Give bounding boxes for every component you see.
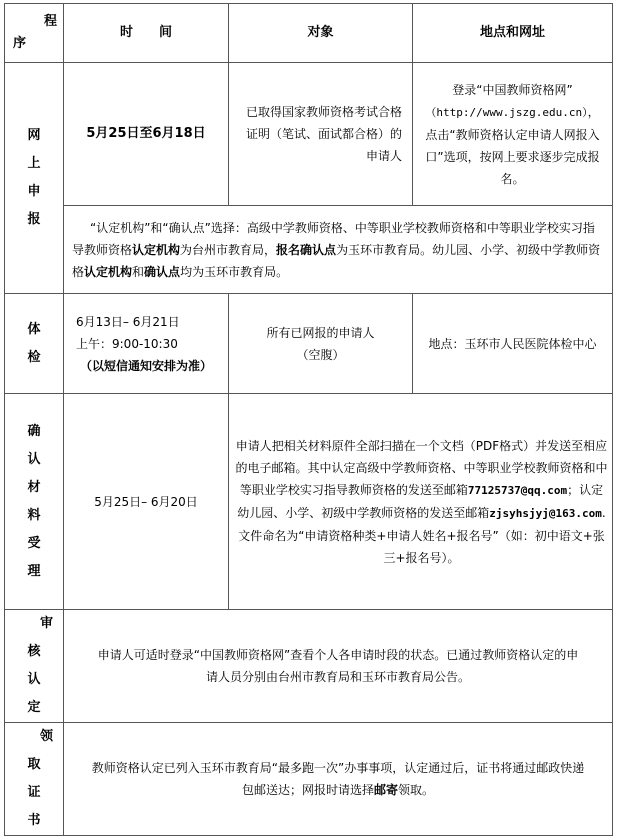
header-row (5, 4, 613, 63)
step-confirm (5, 394, 64, 610)
note-highlight: 认定机构 (84, 264, 133, 279)
header-target: 对象 (229, 4, 413, 63)
note-text: 为玉环市教育局。幼儿园、小学、初级中学教师资格 (72, 242, 601, 279)
online-place (413, 63, 613, 206)
step-char: 体 (27, 321, 41, 337)
header-step-line2: 序 (13, 36, 27, 51)
step-char: 认 (27, 451, 41, 467)
step-char: 证 (27, 785, 41, 800)
collect-text-1: 教师资格认定已列入玉环市教育局“最多跑一次”办事事项，认定通过后，证书将通过邮政快递包邮送达；网报时请选择 (91, 761, 585, 797)
online-target: 已取得国家教师资格考试合格证明（笔试、面试都合格）的申请人 (229, 63, 413, 206)
confirm-row (5, 394, 613, 610)
step-char: 报 (27, 212, 41, 227)
collect-text (64, 723, 613, 836)
review-row (5, 610, 613, 723)
step-char: 认 (27, 672, 41, 687)
exam-time (64, 294, 229, 394)
note-text: “认定机构”和“确认点”选择：高级中学教师资格、中等职业学校教师资格和中等职业学校实习指导教师资格 (72, 220, 595, 257)
step-char: 检 (27, 349, 41, 365)
online-row (5, 63, 613, 206)
step-exam (5, 294, 64, 394)
step-char: 料 (27, 507, 41, 523)
collect-text-2: 领取。 (398, 783, 435, 797)
confirm-text-3: .文件命名为“申请资格种类+申请人姓名+报名号”（如：初中语文+张三+报名号）。 (238, 505, 606, 565)
step-char: 上 (27, 156, 41, 171)
step-review (5, 610, 64, 723)
note-text: 和 (132, 264, 145, 279)
online-place-text-1: 登录“中国教师资格网” (452, 82, 573, 97)
exam-time-line1: 6月13日– 6月21日 (76, 314, 180, 329)
collect-highlight: 邮寄 (373, 783, 398, 797)
process-table-wrapper (4, 3, 612, 836)
exam-time-line2: 上午：9:00-10:30 (76, 336, 178, 351)
process-table (4, 3, 613, 836)
step-char: 取 (27, 757, 41, 772)
header-place: 地点和网址 (413, 4, 613, 63)
step-char: 定 (27, 700, 41, 715)
confirm-email-1[interactable]: 77125737@qq.com (467, 483, 568, 497)
step-char: 受 (27, 535, 41, 551)
step-char: 理 (27, 563, 41, 579)
step-char: 领 (39, 729, 53, 744)
note-highlight: 认定机构 (132, 242, 181, 257)
step-online (5, 63, 64, 294)
step-char: 核 (27, 644, 41, 659)
note-highlight: 报名确认点 (276, 242, 337, 257)
online-note (64, 206, 613, 294)
online-time: 5月25日至6月18日 (64, 63, 229, 206)
header-time: 时 间 (64, 4, 229, 63)
note-text: 均为玉环市教育局。 (180, 264, 289, 279)
note-text: 为台州市教育局， (180, 242, 277, 257)
step-char: 书 (27, 813, 41, 828)
header-step (5, 4, 64, 63)
exam-time-line3: （以短信通知安排为准） (79, 358, 212, 373)
step-char: 材 (27, 479, 41, 495)
confirm-text (229, 394, 613, 610)
confirm-time: 5月25日– 6月20日 (64, 394, 229, 610)
confirm-text-2: ；认定幼儿园、小学、初级中学教师资格的发送至邮箱 (237, 482, 604, 520)
online-place-text-2: ，点击“教师资格认定申请人网报入口”选项，按网上要求逐步完成报名。 (425, 104, 600, 186)
exam-row (5, 294, 613, 394)
online-note-row (5, 206, 613, 294)
review-text: 申请人可适时登录“中国教师资格网”查看个人各申请时段的状态。已通过教师资格认定的申请人员分别由台州市教育局和玉环市教育局公告。 (64, 610, 613, 723)
online-place-url[interactable]: （http://www.jszg.edu.cn） (425, 105, 588, 119)
step-char: 网 (27, 128, 41, 143)
confirm-text-1: 申请人把相关材料原件全部扫描在一个文档（PDF格式）并发送至相应的电子邮箱。其中认定高级中学教师资格、中等职业学校教师资格和中等职业学校实习指导教师资格的发送至邮箱 (235, 438, 608, 497)
step-char: 确 (27, 423, 41, 439)
note-highlight: 确认点 (144, 264, 181, 279)
exam-target: 所有已网报的申请人（空腹） (229, 294, 413, 394)
step-char: 审 (39, 616, 53, 631)
exam-place: 地点：玉环市人民医院体检中心 (413, 294, 613, 394)
step-collect (5, 723, 64, 836)
confirm-email-2[interactable]: zjsyhsjyj@163.com (489, 506, 602, 520)
collect-row (5, 723, 613, 836)
step-char: 申 (27, 184, 41, 199)
header-step-line1: 程 (43, 14, 57, 29)
